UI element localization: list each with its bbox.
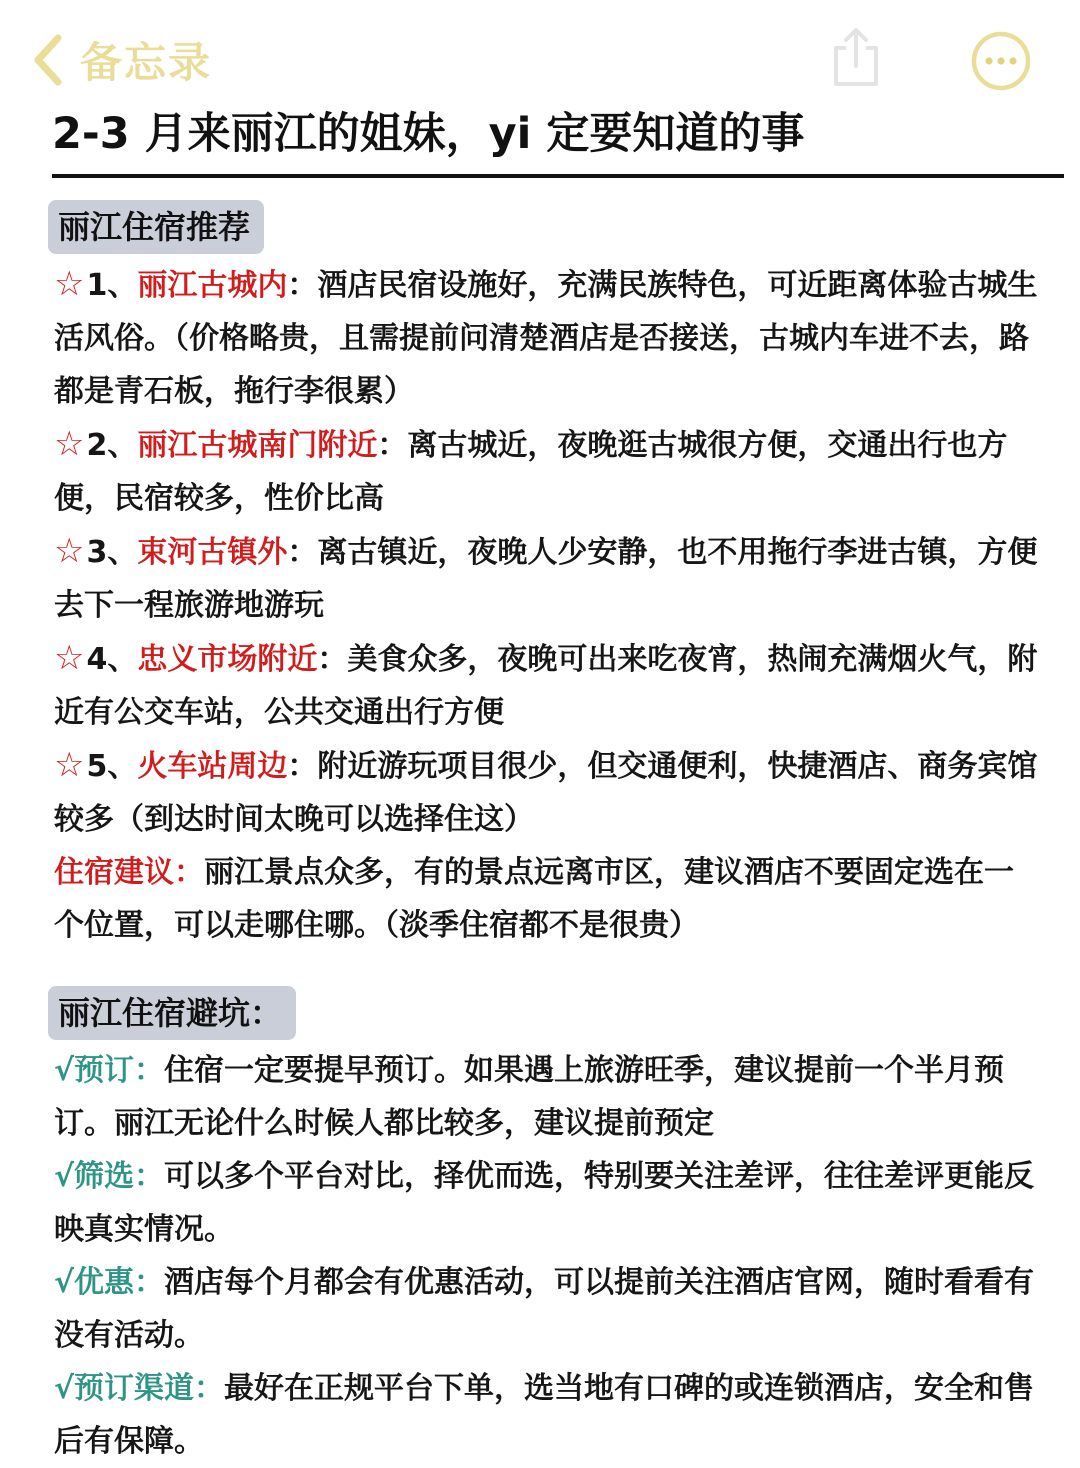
note-body	[48, 200, 1038, 1468]
back-chevron-icon	[30, 32, 66, 88]
back-button[interactable]	[30, 30, 212, 90]
item-place: 忠义市场附近	[137, 642, 318, 677]
item-place: 丽江古城内	[137, 268, 288, 303]
star-icon: ☆	[54, 264, 85, 304]
tip-label: √优惠：	[54, 1265, 165, 1300]
list-item	[48, 1150, 1038, 1256]
advice-label: 住宿建议：	[54, 855, 204, 890]
star-icon: ☆	[54, 531, 85, 571]
star-icon: ☆	[54, 745, 85, 785]
item-description: ：离古城近，夜晚逛古城很方便，交通出行也方便，民宿较多，性价比高	[54, 428, 1008, 516]
advice-text: 丽江景点众多，有的景点远离市区，建议酒店不要固定选在一个位置，可以走哪住哪。（淡季住宿都不是很贵）	[54, 855, 1014, 943]
item-description: ：离古镇近，夜晚人少安静，也不用拖行李进古镇，方便去下一程旅游地游玩	[54, 535, 1038, 623]
list-item	[48, 632, 1038, 739]
tip-text: 最好在正规平台下单，选当地有口碑的或连锁酒店，安全和售后有保障。	[54, 1371, 1035, 1459]
back-label: 备忘录	[80, 38, 213, 87]
more-icon	[970, 30, 1032, 92]
item-description: ：美食众多，夜晚可出来吃夜宵，热闹充满烟火气，附近有公交车站，公共交通出行方便	[54, 642, 1038, 730]
list-item	[48, 525, 1038, 632]
top-bar	[0, 0, 1080, 110]
item-place: 火车站周边	[137, 749, 288, 784]
share-button[interactable]	[828, 24, 884, 94]
item-description: ：附近游玩项目很少，但交通便利，快捷酒店、商务宾馆较多（到达时间太晚可以选择住这）	[54, 749, 1038, 837]
section-heading-recommend: 丽江住宿推荐	[48, 200, 264, 254]
note-title: 2-3 月来丽江的姐妹，yi 定要知道的事	[52, 109, 805, 159]
list-item	[48, 1044, 1038, 1150]
tip-text: 酒店每个月都会有优惠活动，可以提前关注酒店官网，随时看看有没有活动。	[54, 1265, 1035, 1353]
tip-label: √筛选：	[54, 1159, 165, 1194]
more-options-button[interactable]	[970, 30, 1032, 96]
item-number: 4、	[86, 642, 138, 677]
advice-paragraph	[48, 846, 1038, 952]
star-icon: ☆	[54, 424, 85, 464]
share-icon	[828, 24, 884, 90]
list-item	[48, 1256, 1038, 1362]
tip-text: 可以多个平台对比，择优而选，特别要关注差评，往往差评更能反映真实情况。	[54, 1159, 1035, 1247]
item-number: 2、	[86, 428, 138, 463]
section-heading-pitfalls: 丽江住宿避坑：	[48, 986, 296, 1040]
tip-label: √预订：	[54, 1053, 165, 1088]
item-description: ：酒店民宿设施好，充满民族特色，可近距离体验古城生活风俗。（价格略贵，且需提前问清楚酒店是否接送，古城内车进不去，路都是青石板，拖行李很累）	[54, 268, 1038, 409]
item-place: 束河古镇外	[137, 535, 288, 570]
item-number: 3、	[86, 535, 138, 570]
list-item	[48, 1362, 1038, 1468]
item-place: 丽江古城南门附近	[137, 428, 378, 463]
item-number: 1、	[86, 268, 138, 303]
list-item	[48, 258, 1038, 418]
list-item	[48, 739, 1038, 846]
title-divider	[52, 174, 1064, 178]
list-item	[48, 418, 1038, 525]
tip-text: 住宿一定要提早预订。如果遇上旅游旺季，建议提前一个半月预订。丽江无论什么时候人都比较多，建议提前预定	[54, 1053, 1005, 1141]
star-icon: ☆	[54, 638, 85, 678]
tip-label: √预订渠道：	[54, 1371, 225, 1406]
item-number: 5、	[86, 749, 138, 784]
